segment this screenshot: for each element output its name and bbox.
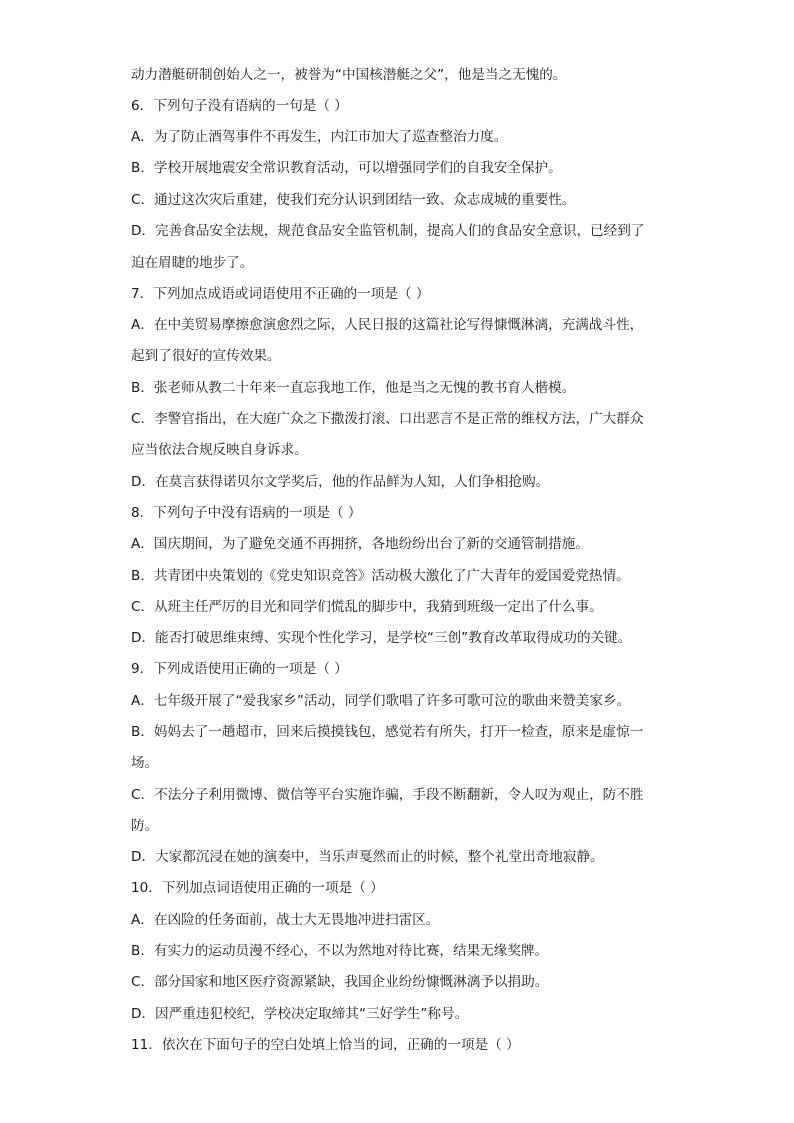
q9-option-b-cont: 场。	[131, 755, 159, 771]
q7-option-a: A．在中美贸易摩擦愈演愈烈之际，人民日报的这篇社论写得慷慨淋漓，充满战斗性，	[131, 317, 644, 333]
q6-option-d-cont: 迫在眉睫的地步了。	[131, 255, 254, 271]
q6-option-a: A．为了防止酒驾事件不再发生，内江市加大了巡查整治力度。	[131, 129, 508, 145]
q10-option-c: C．部分国家和地区医疗资源紧缺，我国企业纷纷慷慨淋漓予以捐助。	[131, 974, 549, 990]
q9-option-d: D．大家都沉浸在她的演奏中，当乐声戛然而止的时候，整个礼堂出奇地寂静。	[131, 849, 604, 865]
q7-option-c: C．李警官指出，在大庭广众之下撒泼打滚、口出恶言不是正常的维权方法，广大群众	[131, 411, 644, 427]
q7-option-d: D．在莫言获得诺贝尔文学奖后，他的作品鲜为人知，人们争相抢购。	[131, 474, 550, 490]
q6-option-b: B．学校开展地震安全常识教育活动，可以增强同学们的自我安全保护。	[131, 160, 562, 176]
q7-option-b: B．张老师从教二十年来一直忘我地工作，他是当之无愧的教书育人楷模。	[131, 380, 576, 396]
q9-option-a: A．七年级开展了“爱我家乡”活动，同学们歌唱了许多可歌可泣的歌曲来赞美家乡。	[131, 693, 631, 709]
q8-option-a: A．国庆期间，为了避免交通不再拥挤，各地纷纷出台了新的交通管制措施。	[131, 536, 589, 552]
question-9-stem: 9．下列成语使用正确的一项是（ ）	[131, 661, 348, 677]
q7-option-a-cont: 起到了很好的宣传效果。	[131, 348, 281, 364]
q10-option-d: D．因严重违犯校纪，学校决定取缔其“三好学生”称号。	[131, 1006, 469, 1022]
question-7-stem: 7．下列加点成语或词语使用不正确的一项是（ ）	[131, 286, 430, 302]
q9-option-b: B．妈妈去了一趟超市，回来后摸摸钱包，感觉若有所失，打开一检查，原来是虚惊一	[131, 724, 644, 740]
q8-option-c: C．从班主任严厉的目光和同学们慌乱的脚步中，我猜到班级一定出了什么事。	[131, 599, 603, 615]
question-6-stem: 6．下列句子没有语病的一句是（ ）	[131, 98, 348, 114]
question-8-stem: 8．下列句子中没有语病的一项是（ ）	[131, 505, 362, 521]
q6-option-d: D．完善食品安全法规，规范食品安全监管机制，提高人们的食品安全意识，已经到了	[131, 223, 645, 239]
q6-option-c: C．通过这次灾后重建，使我们充分认识到团结一致、众志成城的重要性。	[131, 192, 576, 208]
q8-option-b: B．共青团中央策划的《党史知识竞答》活动极大激化了广大青年的爱国爱党热情。	[131, 568, 630, 584]
q10-option-a: A．在凶险的任务面前，战士大无畏地冲进扫雷区。	[131, 912, 440, 928]
q9-option-c-cont: 防。	[131, 818, 159, 834]
q9-option-c: C．不法分子利用微博、微信等平台实施诈骗，手段不断翻新，令人叹为观止，防不胜	[131, 787, 644, 803]
q8-option-d: D．能否打破思维束缚、实现个性化学习，是学校“三创”教育改革取得成功的关键。	[131, 630, 632, 646]
q7-option-c-cont: 应当依法合规反映自身诉求。	[131, 442, 308, 458]
question-11-stem: 11．依次在下面句子的空白处填上恰当的词，正确的一项是（ ）	[131, 1037, 520, 1053]
question-10-stem: 10．下列加点词语使用正确的一项是（ ）	[131, 880, 384, 896]
text-line: 动力潜艇研制创始人之一，被誉为“中国核潜艇之父”，他是当之无愧的。	[131, 67, 567, 83]
q10-option-b: B．有实力的运动员漫不经心，不以为然地对待比赛，结果无缘奖牌。	[131, 943, 549, 959]
